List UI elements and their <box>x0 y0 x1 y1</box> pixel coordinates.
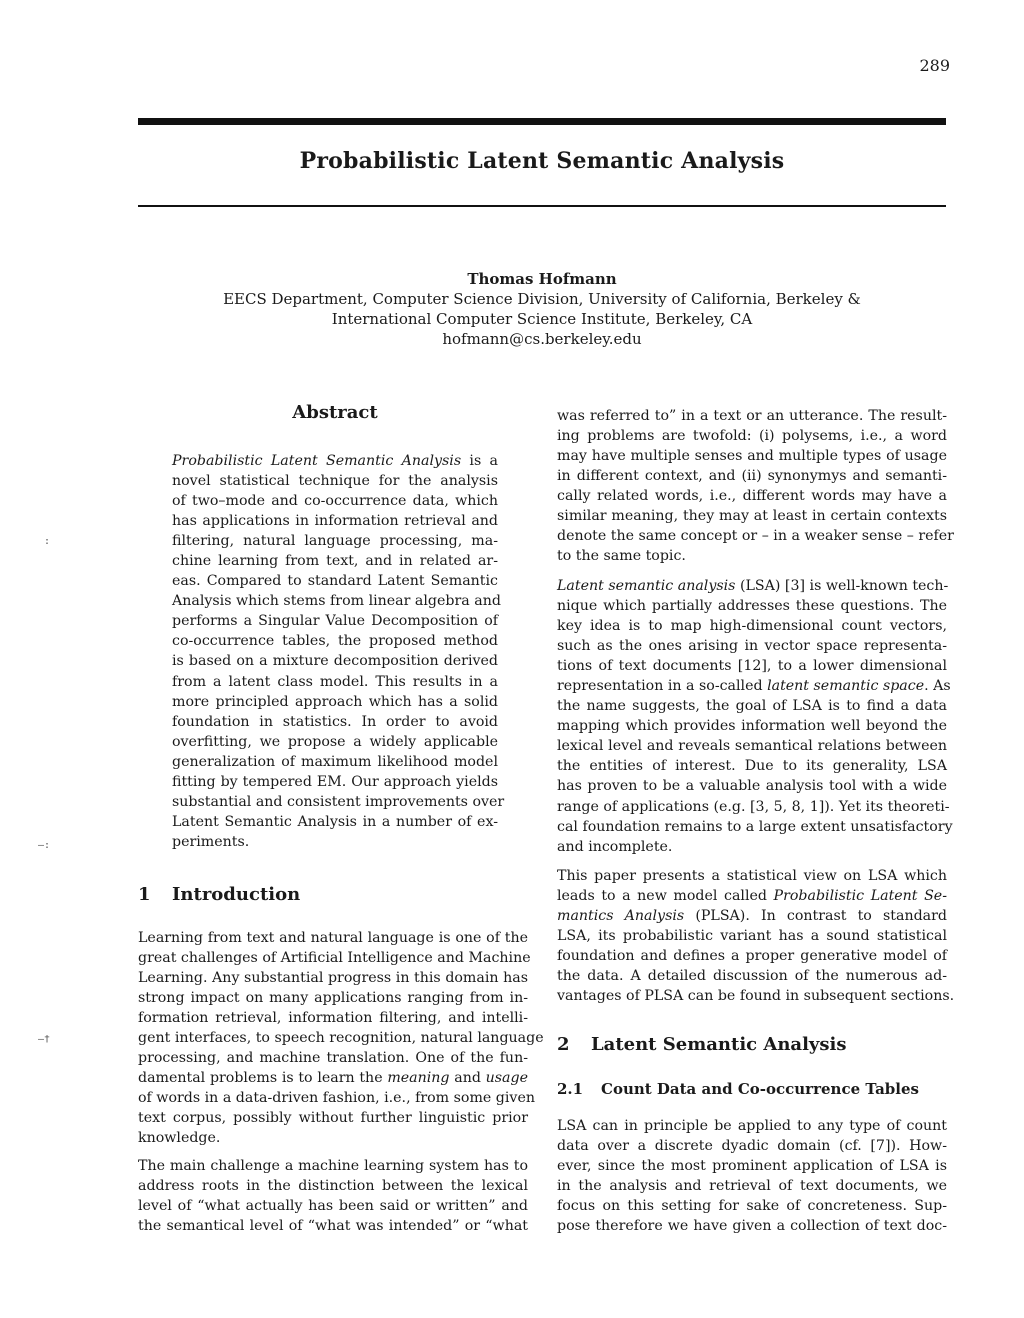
paper-title: Probabilistic Latent Semantic Analysis <box>299 148 785 174</box>
intro-line: Learning from text and natural language is one of the <box>138 930 528 946</box>
body-line: ever, since the most prominent application of LSA is <box>557 1158 947 1175</box>
abstract-line: chine learning from text, and in related ar- <box>172 553 498 570</box>
body-line-text: leads to a new model called <box>557 888 774 905</box>
intro-line-text: and <box>449 1070 486 1087</box>
intro-paragraph-2 <box>138 1156 528 1236</box>
intro-line <box>138 1068 528 1088</box>
body-line: nique which partially addresses these questions. The <box>557 598 947 615</box>
abstract-line: more principled approach which has a solid <box>172 693 498 710</box>
body-line: pose therefore we have given a collection of text doc- <box>557 1218 947 1235</box>
body-line-text: (PLSA). In contrast to standard <box>684 908 947 925</box>
section-2-1-title: Count Data and Co-occurrence Tables <box>601 1080 919 1098</box>
intro-line: text corpus, possibly without further linguistic prior <box>138 1110 528 1127</box>
intro-line: gent interfaces, to speech recognition, natural language <box>138 1030 544 1047</box>
body-line: vantages of PLSA can be found in subsequent sections. <box>557 988 955 1005</box>
intro-line: of words in a data-driven fashion, i.e., from some given <box>138 1090 535 1107</box>
body-line: may have multiple senses and multiple types of usage <box>557 448 947 465</box>
intro-line: knowledge. <box>138 1130 221 1147</box>
intro-line: processing, and machine translation. One of the fun- <box>138 1050 528 1067</box>
body-line: was referred to” in a text or an utterance. The result- <box>557 408 947 424</box>
author-name: Thomas Hofmann <box>467 270 617 288</box>
body-line: range of applications (e.g. [3, 5, 8, 1]). Yet its theoreti- <box>557 798 950 815</box>
body-line: ing problems are twofold: (i) polysems, i.e., a word <box>557 428 947 445</box>
title-rule-top <box>138 118 946 125</box>
body-line: such as the ones arising in vector space representa- <box>557 638 947 655</box>
section-1-number: 1 <box>138 884 151 905</box>
body-line: tions of text documents [12], to a lower dimensional <box>557 658 947 675</box>
section-1-title: Introduction <box>172 884 301 905</box>
abstract-line-text: is a <box>461 453 498 469</box>
abstract-line: performs a Singular Value Decomposition of <box>172 613 498 630</box>
abstract-line: novel statistical technique for the analysis <box>172 473 498 490</box>
margin-mark: –: <box>38 840 51 851</box>
abstract-line: foundation in statistics. In order to avoid <box>172 713 498 730</box>
section-1-heading <box>138 884 528 905</box>
body-line: and incomplete. <box>557 838 673 855</box>
abstract-line: of two–mode and co-occurrence data, which <box>172 493 498 510</box>
section-2-heading <box>557 1034 947 1055</box>
abstract-line: periments. <box>172 833 250 850</box>
body-line: similar meaning, they may at least in certain contexts <box>557 508 947 525</box>
abstract-body <box>172 451 505 852</box>
abstract-line: eas. Compared to standard Latent Semantic <box>172 573 498 590</box>
intro-emphasis-usage: usage <box>485 1070 528 1087</box>
body-line: has proven to be a valuable analysis tool with a wide <box>557 778 947 795</box>
intro-paragraph-1 <box>138 928 544 1149</box>
body-line: LSA, its probabilistic variant has a sound statistical <box>557 928 947 945</box>
intro-emphasis-meaning: meaning <box>387 1070 450 1087</box>
body-line: foundation and defines a proper generative model of <box>557 948 947 965</box>
body-line-text: representation in a so-called <box>557 678 768 695</box>
abstract-line: substantial and consistent improvements over <box>172 793 505 810</box>
body-line: focus on this setting for sake of concreteness. Sup- <box>557 1198 947 1215</box>
abstract-line: generalization of maximum likelihood model <box>172 753 498 770</box>
intro-line: the semantical level of “what was intended” or “what <box>138 1218 528 1235</box>
section-2-number: 2 <box>557 1034 570 1055</box>
body-line: mapping which provides information well beyond the <box>557 718 947 735</box>
body-line <box>557 576 947 596</box>
right-paragraph-2 <box>557 576 953 857</box>
body-line: to the same topic. <box>557 548 686 565</box>
intro-line-text: damental problems is to learn the <box>138 1070 388 1087</box>
abstract-line: fitting by tempered EM. Our approach yields <box>172 773 498 790</box>
body-line: the entities of interest. Due to its generality, LSA <box>557 758 947 775</box>
intro-line: strong impact on many applications ranging from in- <box>138 990 528 1007</box>
body-line: cal foundation remains to a large extent unsatisfactory <box>557 818 953 835</box>
body-line: the name suggests, the goal of LSA is to find a data <box>557 698 947 715</box>
margin-mark: : <box>44 536 51 547</box>
body-line: key idea is to map high-dimensional count vectors, <box>557 618 947 635</box>
body-line: in different context, and (ii) synonymys and semanti- <box>557 468 947 485</box>
abstract-line: is based on a mixture decomposition derived <box>172 653 498 670</box>
author-affiliation-line1: EECS Department, Computer Science Division, University of California, Berkeley & <box>223 290 861 308</box>
abstract-line: Analysis which stems from linear algebra and <box>172 593 501 610</box>
body-line: denote the same concept or – in a weaker sense – refer <box>557 528 954 545</box>
section-2-title: Latent Semantic Analysis <box>591 1034 847 1055</box>
intro-line: level of “what actually has been said or written” and <box>138 1198 528 1215</box>
body-line: This paper presents a statistical view on LSA which <box>557 868 947 884</box>
plsa-emphasis: mantics Analysis <box>557 908 685 925</box>
body-line: cally related words, i.e., different words may have a <box>557 488 947 505</box>
section-2-1-heading <box>557 1080 947 1098</box>
right-paragraph-3 <box>557 866 955 1006</box>
abstract-line: from a latent class model. This results in a <box>172 673 498 690</box>
body-line-text: (LSA) [3] is well-known tech- <box>735 578 949 594</box>
latent-space-emphasis: latent semantic space <box>767 678 925 695</box>
abstract-line <box>172 451 498 471</box>
body-line: data over a discrete dyadic domain (cf. [7]). How- <box>557 1138 947 1155</box>
body-line-text: . As <box>924 678 951 695</box>
author-email: hofmann@cs.berkeley.edu <box>442 330 642 348</box>
lsa-emphasis: Latent semantic analysis <box>557 578 736 594</box>
abstract-line: overfitting, we propose a widely applicable <box>172 733 498 750</box>
author-block <box>138 269 946 349</box>
body-line <box>557 676 951 696</box>
author-affiliation-line2: International Computer Science Institute, Berkeley, CA <box>331 310 753 328</box>
intro-line: The main challenge a machine learning system has to <box>138 1158 528 1174</box>
abstract-line: Latent Semantic Analysis in a number of ex- <box>172 813 498 830</box>
intro-line: formation retrieval, information filtering, and intelli- <box>138 1010 528 1027</box>
abstract-line: filtering, natural language processing, ma- <box>172 533 498 550</box>
abstract-italic-lead: Probabilistic Latent Semantic Analysis <box>172 453 462 469</box>
body-line: lexical level and reveals semantical relations between <box>557 738 947 755</box>
intro-line: great challenges of Artificial Intelligence and Machine <box>138 950 531 967</box>
intro-line: address roots in the distinction between the lexical <box>138 1178 528 1195</box>
abstract-line: has applications in information retrieval and <box>172 513 498 530</box>
abstract-line: co-occurrence tables, the proposed method <box>172 633 498 650</box>
body-line: the data. A detailed discussion of the numerous ad- <box>557 968 947 985</box>
body-line: LSA can in principle be applied to any type of count <box>557 1118 947 1134</box>
margin-mark: –† <box>38 1034 51 1045</box>
right-paragraph-4 <box>557 1116 947 1236</box>
section-2-1-number: 2.1 <box>557 1080 584 1098</box>
body-line: in the analysis and retrieval of text documents, we <box>557 1178 947 1195</box>
body-line <box>557 886 947 906</box>
body-line <box>557 906 947 926</box>
title-rule-bottom <box>138 205 946 207</box>
page-number: 289 <box>919 56 950 75</box>
right-paragraph-1 <box>557 406 954 566</box>
intro-line: Learning. Any substantial progress in this domain has <box>138 970 528 987</box>
plsa-emphasis: Probabilistic Latent Se- <box>773 888 947 905</box>
abstract-heading: Abstract <box>292 402 378 423</box>
